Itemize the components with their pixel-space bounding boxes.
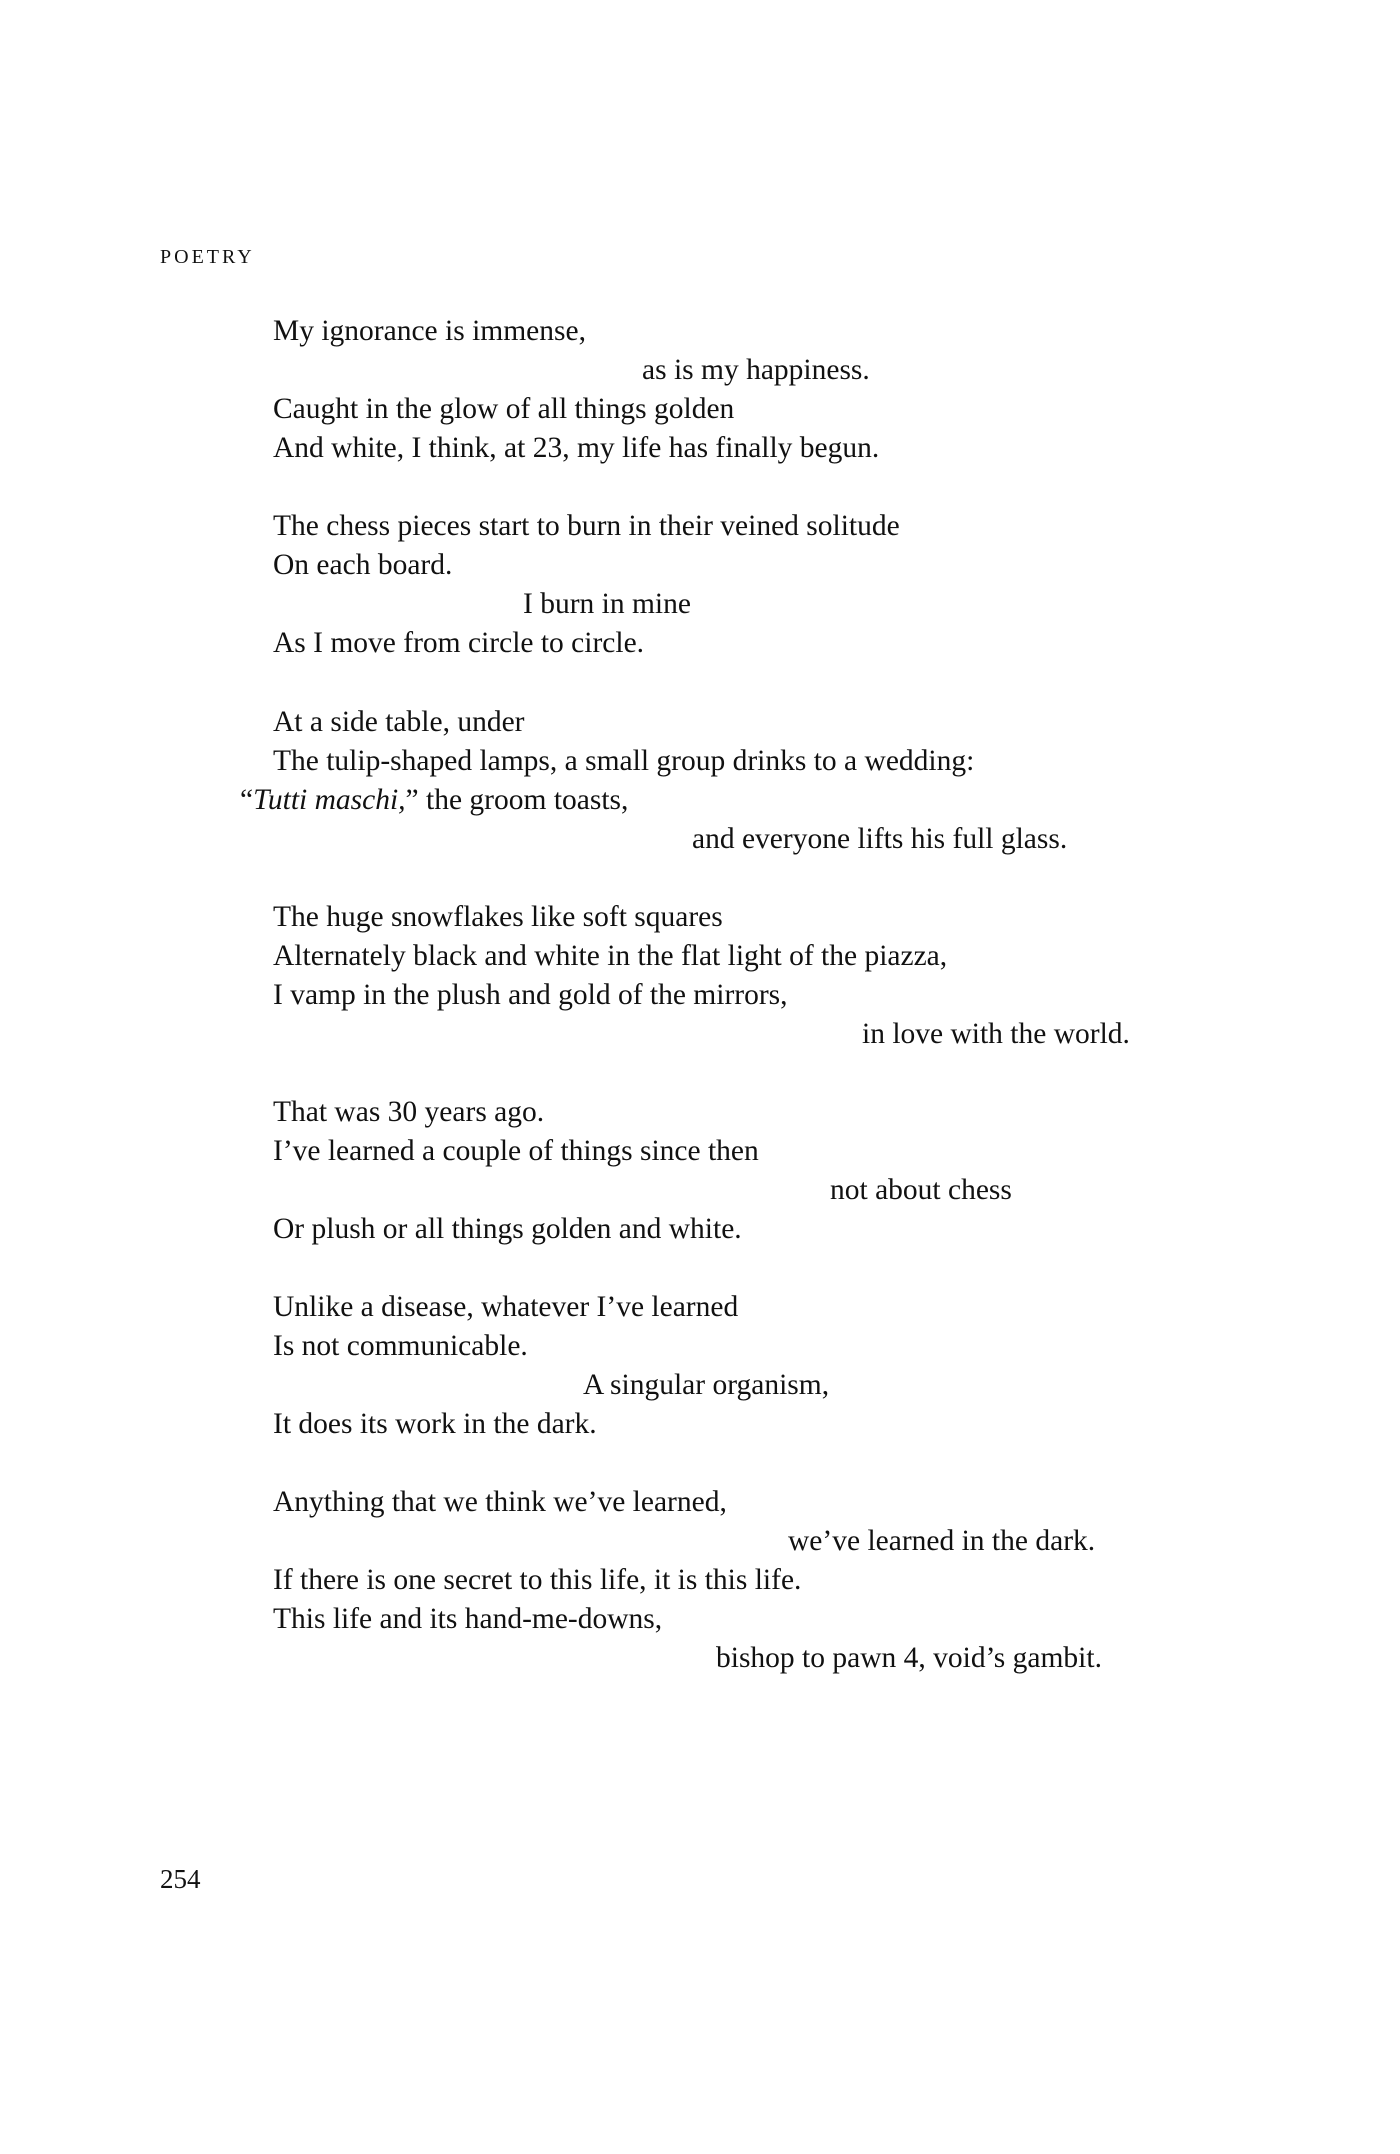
poem-line: On each board. xyxy=(273,549,453,581)
poem-line: in love with the world. xyxy=(862,1018,1130,1050)
section-header: POETRY xyxy=(160,246,255,268)
poem-line: Caught in the glow of all things golden xyxy=(273,393,735,425)
poem-line: Is not communicable. xyxy=(273,1330,528,1362)
poem-line: Anything that we think we’ve learned, xyxy=(273,1486,727,1518)
poem-line: And white, I think, at 23, my life has finally begun. xyxy=(273,432,880,464)
poem-line-toast xyxy=(240,781,628,819)
poem-line: The huge snowflakes like soft squares xyxy=(273,901,723,933)
poem-line: bishop to pawn 4, void’s gambit. xyxy=(716,1642,1102,1674)
poem-line: The chess pieces start to burn in their veined solitude xyxy=(273,510,900,542)
quote-rest: ” the groom toasts, xyxy=(405,784,629,816)
poem-line: The tulip-shaped lamps, a small group drinks to a wedding: xyxy=(273,745,975,777)
poem-line: A singular organism, xyxy=(583,1369,830,1401)
poem-line: Alternately black and white in the flat light of the piazza, xyxy=(273,940,948,972)
poem-line: I vamp in the plush and gold of the mirrors, xyxy=(273,979,788,1011)
poem-line: Or plush or all things golden and white. xyxy=(273,1213,742,1245)
poem-line: My ignorance is immense, xyxy=(273,315,586,347)
poem-line: At a side table, under xyxy=(273,706,525,738)
italic-phrase: Tutti maschi, xyxy=(253,784,406,816)
poem-line: That was 30 years ago. xyxy=(273,1096,545,1128)
poem-line: It does its work in the dark. xyxy=(273,1408,597,1440)
poem-line: as is my happiness. xyxy=(642,354,870,386)
quote-open: “ xyxy=(240,784,254,816)
poem-line: and everyone lifts his full glass. xyxy=(692,823,1068,855)
page-number: 254 xyxy=(160,1864,201,1894)
poem-line: not about chess xyxy=(830,1174,1012,1206)
poem-line: we’ve learned in the dark. xyxy=(788,1525,1096,1557)
poem-line: If there is one secret to this life, it is this life. xyxy=(273,1564,802,1596)
poem-line: This life and its hand-me-downs, xyxy=(273,1603,663,1635)
poem-line: I’ve learned a couple of things since then xyxy=(273,1135,759,1167)
poem-line: I burn in mine xyxy=(523,588,691,620)
poem-line: Unlike a disease, whatever I’ve learned xyxy=(273,1291,739,1323)
poem-line: As I move from circle to circle. xyxy=(273,627,645,659)
